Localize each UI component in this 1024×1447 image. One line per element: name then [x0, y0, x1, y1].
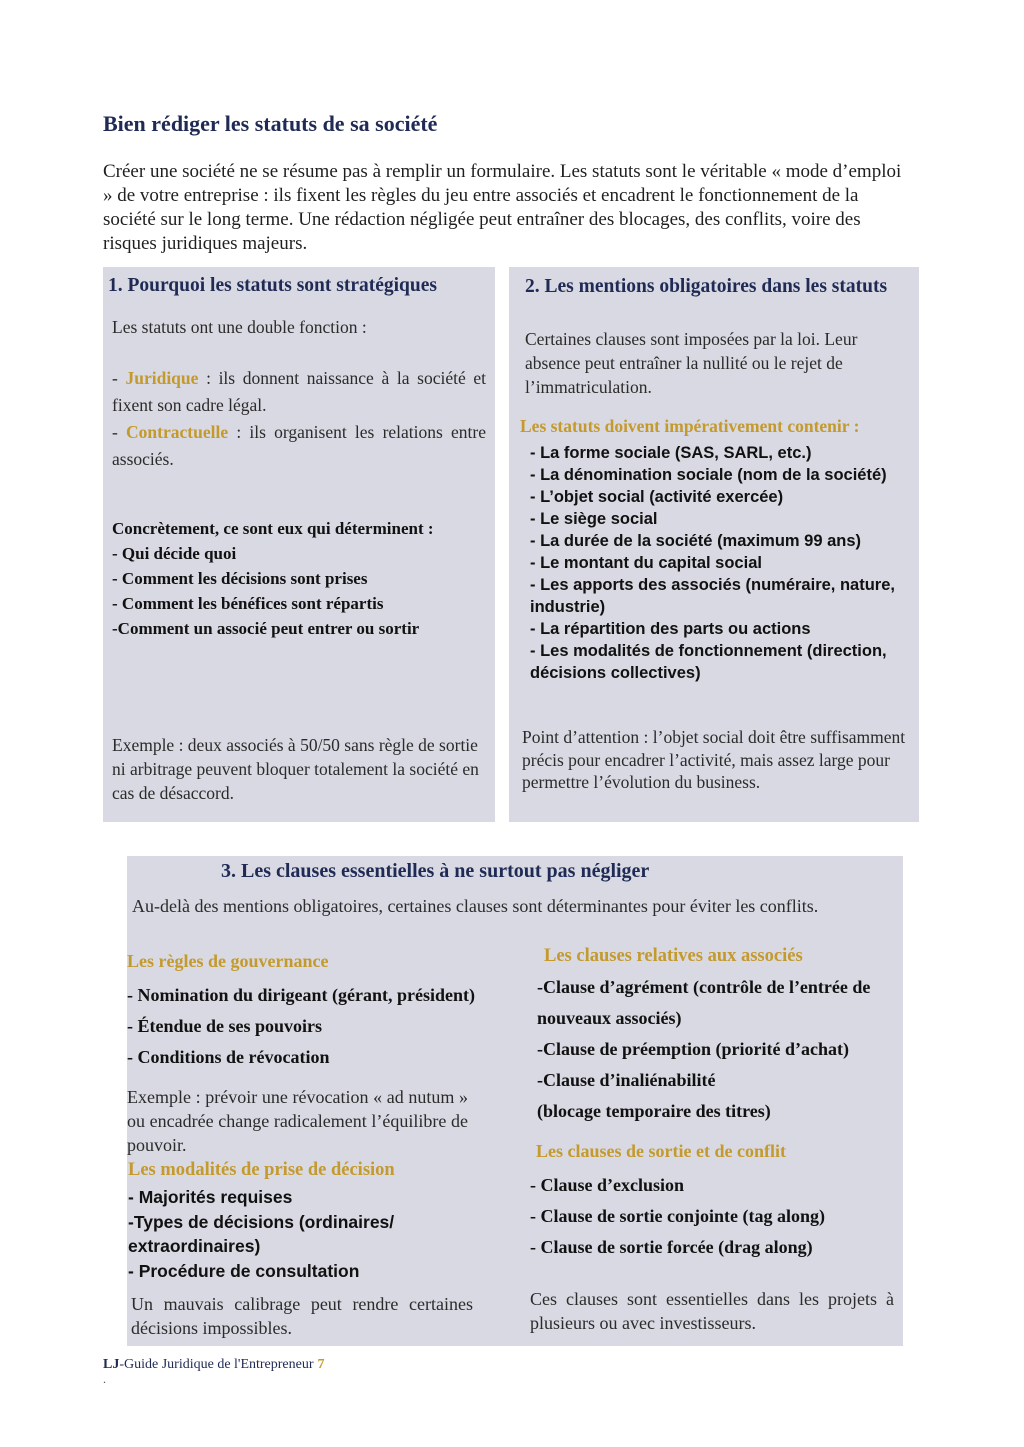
- associates-item: -Clause d’inaliénabilité: [537, 1070, 716, 1090]
- contractuelle-label: Contractuelle: [126, 422, 229, 442]
- section-2-heading: 2. Les mentions obligatoires dans les statuts: [525, 276, 888, 297]
- section-2-item: - Le montant du capital social: [530, 554, 762, 572]
- decision-item: - Procédure de consultation: [128, 1260, 360, 1281]
- section-2-item: - Le siège social: [530, 510, 658, 528]
- section-1-item: - Comment les bénéfices sont répartis: [112, 594, 384, 613]
- exit-item: - Clause de sortie conjointe (tag along): [530, 1206, 825, 1226]
- page-footer: [103, 1357, 325, 1373]
- section-2-item: - Les modalités de fonctionnement (direction, décisions collectives): [530, 642, 887, 682]
- section-2-item: - Les apports des associés (numéraire, nature, industrie): [530, 576, 895, 616]
- exit-note: Ces clauses sont essentielles dans les projets à plusieurs ou avec investisseurs.: [530, 1289, 894, 1333]
- section-1-juridique: - Juridique : ils donnent naissance à la société et fixent son cadre légal.: [112, 368, 486, 415]
- page-title: Bien rédiger les statuts de sa société: [103, 111, 438, 136]
- governance-item: - Nomination du dirigeant (gérant, président): [127, 985, 475, 1005]
- governance-item: - Conditions de révocation: [127, 1047, 330, 1067]
- section-1-example: Exemple : deux associés à 50/50 sans règle de sortie ni arbitrage peuvent bloquer totalement la société en cas de désaccord.: [112, 735, 479, 803]
- associates-item: -Clause de préemption (priorité d’achat): [537, 1039, 849, 1059]
- section-2-item: - La répartition des parts ou actions: [530, 620, 811, 638]
- section-3-lead: Au-delà des mentions obligatoires, certaines clauses sont déterminantes pour éviter les conflits.: [132, 896, 819, 916]
- exit-item: - Clause de sortie forcée (drag along): [530, 1237, 813, 1257]
- intro-paragraph: Créer une société ne se résume pas à remplir un formulaire. Les statuts sont le véritable « mode d’emploi » de votre entreprise : ils fixent les règles du jeu entre associés et encadrent le fonctionnement de la société sur le long terme. Une rédaction négligée peut entraîner des blocages, des conflits, voire des risques juridiques majeurs.: [103, 161, 902, 254]
- section-1-item: -Comment un associé peut entrer ou sortir: [112, 619, 420, 638]
- section-3-heading: 3. Les clauses essentielles à ne surtout pas négliger: [221, 860, 650, 882]
- section-1-contractuelle: - Contractuelle : ils organisent les relations entre associés.: [112, 422, 487, 469]
- section-1-lead: Les statuts ont une double fonction :: [112, 317, 367, 337]
- decision-note: Un mauvais calibrage peut rendre certaines décisions impossibles.: [131, 1294, 473, 1338]
- section-2-box: [509, 267, 919, 822]
- footer-brand: LJ: [103, 1357, 120, 1372]
- section-2-item: - L’objet social (activité exercée): [530, 488, 784, 506]
- section-2-subheading: Les statuts doivent impérativement contenir :: [520, 416, 860, 436]
- page-number: 7: [317, 1357, 325, 1372]
- governance-heading: Les règles de gouvernance: [127, 951, 329, 971]
- associates-heading: Les clauses relatives aux associés: [544, 946, 803, 966]
- footer-dot: .: [103, 1372, 106, 1386]
- decision-item: -Types de décisions (ordinaires/ extraordinaires): [128, 1211, 395, 1256]
- governance-item: - Étendue de ses pouvoirs: [127, 1016, 323, 1036]
- section-1-heading: 1. Pourquoi les statuts sont stratégiques: [108, 275, 437, 296]
- section-1-item: - Comment les décisions sont prises: [112, 569, 368, 588]
- section-1-item: - Qui décide quoi: [112, 544, 237, 563]
- section-1-box: [103, 267, 495, 822]
- section-2-item: - La durée de la société (maximum 99 ans): [530, 532, 862, 550]
- section-2-note: Point d’attention : l’objet social doit être suffisamment précis pour encadrer l’activité, mais assez large pour permettre l’évolution du business.: [522, 727, 906, 792]
- section-2-item: - La dénomination sociale (nom de la société): [530, 466, 887, 484]
- exit-heading: Les clauses de sortie et de conflit: [536, 1141, 786, 1161]
- decision-item: - Majorités requises: [128, 1187, 293, 1207]
- footer-text: -Guide Juridique de l'Entrepreneur: [119, 1357, 314, 1372]
- juridique-label: Juridique: [125, 368, 199, 388]
- exit-item: - Clause d’exclusion: [530, 1175, 685, 1195]
- section-3-box: [127, 856, 903, 1346]
- section-1-concretement: Concrètement, ce sont eux qui déterminent :: [112, 519, 434, 538]
- decision-heading: Les modalités de prise de décision: [128, 1160, 395, 1180]
- governance-example: Exemple : prévoir une révocation « ad nutum » ou encadrée change radicalement l’équilibre de pouvoir.: [127, 1087, 468, 1155]
- section-2-lead: Certaines clauses sont imposées par la loi. Leur absence peut entraîner la nullité ou le rejet de l’immatriculation.: [525, 329, 858, 397]
- section-2-item: - La forme sociale (SAS, SARL, etc.): [530, 444, 812, 462]
- associates-item: -Clause d’agrément (contrôle de l’entrée de nouveaux associés): [537, 977, 871, 1028]
- associates-item: (blocage temporaire des titres): [537, 1101, 771, 1121]
